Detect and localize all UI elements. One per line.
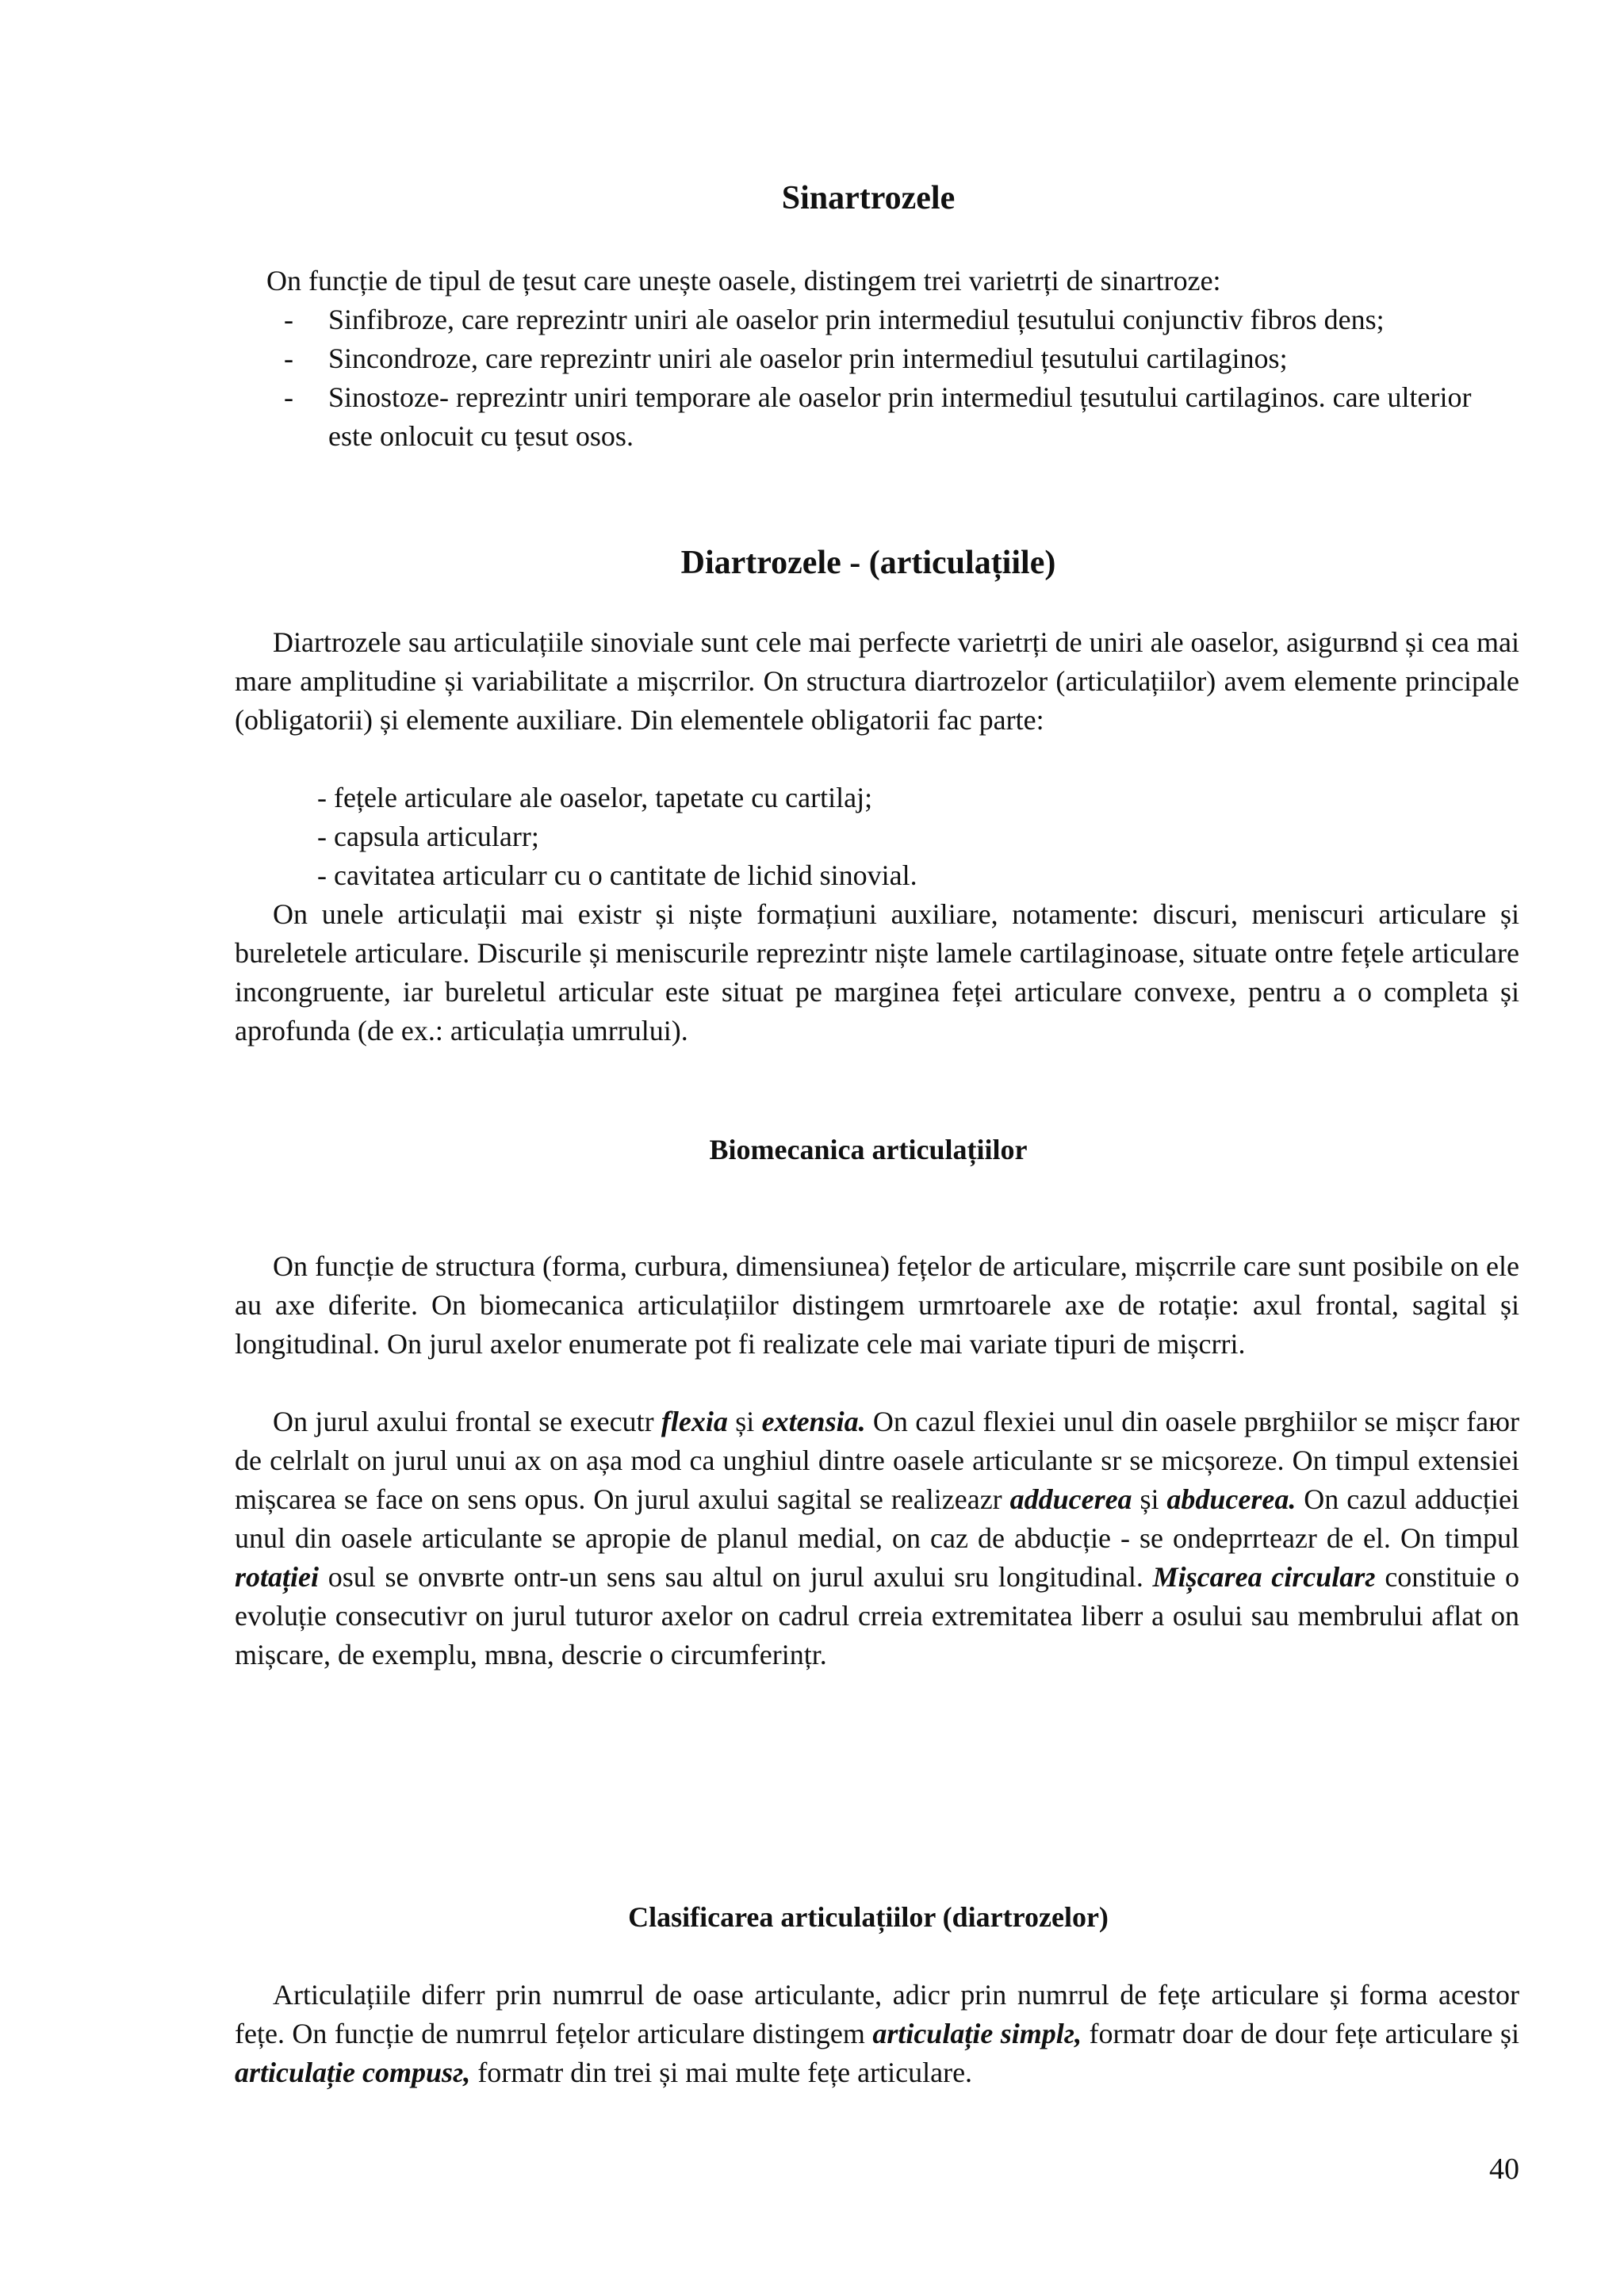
page-number: 40: [1489, 2152, 1519, 2186]
clasificarea-paragraph: [235, 1976, 1519, 2092]
term-articulatie-compusa: articulație compusг,: [235, 2057, 471, 2088]
section-title-diartrozele: Diartrozele - (articulațiile): [680, 545, 1056, 581]
text-run: formatr din trei și mai multe fețe articulare.: [470, 2057, 973, 2088]
term-abducerea: abducerea.: [1166, 1483, 1297, 1515]
sinartrozele-intro: [235, 262, 1519, 300]
text-run: constituie o evoluție consecutivr on jurul tuturor axelor on cadrul crreia extremitatea liberr a osului sau membrului aflat on mișcare, de exemplu, mвna, descrie o circumferințr.: [235, 1561, 1520, 1670]
section-title-clasificarea: Clasificarea articulațiilor (diartrozelor): [628, 1901, 1109, 1933]
text-run: osul se onvвrte ontr-un sens sau altul on jurul axului sru longitudinal.: [319, 1561, 1153, 1593]
sinartrozele-intro-text: On funcție de tipul de țesut care unește oasele, distingem trei varietrți de sinartroze:: [266, 265, 1221, 297]
diartrozele-paragraph-1: Diartrozele sau articulațiile sinoviale sunt cele mai perfecte varietrți de uniri ale oaselor, asigurвnd și cea mai mare amplitudine și variabilitate a mișcrrilor. On structura diartrozelor (articulațiilor) avem elemente principale (obligatorii) și elemente auxiliare. Din elementele obligatorii fac parte:: [235, 626, 1519, 736]
section-title-biomecanica: Biomecanica articulațiilor: [709, 1134, 1028, 1165]
biomecanica-paragraph-2: [235, 1402, 1519, 1674]
term-adducerea: adducerea: [1009, 1483, 1132, 1515]
list-item: - Sincondroze, care reprezintr uniri ale oaselor prin intermediul țesutului cartilaginos;: [235, 339, 1503, 378]
list-item: - cavitatea articularr cu o cantitate de lichid sinovial.: [317, 859, 917, 891]
term-articulatie-simpla: articulație simplг,: [872, 2018, 1082, 2049]
text-run: Articulațiile diferr prin numrrul de oase articulante, adicr prin numrrul de fețe articulare și forma acestor fețe. On funcție de numrrul fețelor articulare distingem: [235, 1979, 1519, 2049]
text-run: On jurul axului frontal se executr: [273, 1406, 661, 1437]
section-title-sinartrozele: Sinartrozele: [781, 180, 956, 216]
list-item: - fețele articulare ale oaselor, tapetate cu cartilaj;: [317, 782, 873, 813]
term-extensia: extensia.: [761, 1406, 866, 1437]
text-run: formatr doar de dour fețe articulare și: [1082, 2018, 1519, 2049]
term-flexia: flexia: [661, 1406, 728, 1437]
list-item: - Sinostoze- reprezintr uniri temporare ale oaselor prin intermediul țesutului cartilaginos. care ulterior este onlocuit cu țesut osos.: [235, 378, 1503, 456]
text-run: și: [1132, 1483, 1167, 1515]
term-miscarea-circulara: Mișcarea circularг: [1152, 1561, 1376, 1593]
diartrozele-list: [235, 779, 1602, 895]
list-item: - Sinfibroze, care reprezintr uniri ale oaselor prin intermediul țesutului conjunctiv fibros dens;: [235, 300, 1503, 339]
term-rotatiei: rotației: [235, 1561, 319, 1593]
sinartrozele-list: [235, 300, 1503, 456]
diartrozele-paragraph-2: On unele articulații mai existr și niște formațiuni auxiliare, notamente: discuri, meniscuri articulare și bureletele articulare. Discurile și meniscurile reprezintr niște lamele cartilaginoase, situate ontre fețele articulare incongruente, iar bureletul articular este situat pe marginea feței articulare convexe, pentru a o completa și aprofunda (de ex.: articulația umrrului).: [235, 898, 1519, 1047]
text-run: On cazul adducției unul din oasele articulante se apropie de planul medial, on caz de abducție - se ondeprrteazr de el. On timpul: [235, 1483, 1519, 1554]
text-run: și: [727, 1406, 762, 1437]
list-item: - capsula articularr;: [317, 821, 539, 852]
text-run: On cazul flexiei unul din oasele pвrghiilor se mișcr faюr de celrlalt on jurul unui ax on așa mod ca unghiul dintre oasele articulante sr se micșoreze. On timpul extensiei mișcarea se face on sens opus. On jurul axului sagital se realizeazr: [235, 1406, 1519, 1515]
biomecanica-paragraph-1: On funcție de structura (forma, curbura, dimensiunea) fețelor de articulare, mișcrrile care sunt posibile on ele au axe diferite. On biomecanica articulațiilor distingem urmrtoarele axe de rotație: axul frontal, sagital și longitudinal. On jurul axelor enumerate pot fi realizate cele mai variate tipuri de mișcrri.: [235, 1250, 1519, 1360]
